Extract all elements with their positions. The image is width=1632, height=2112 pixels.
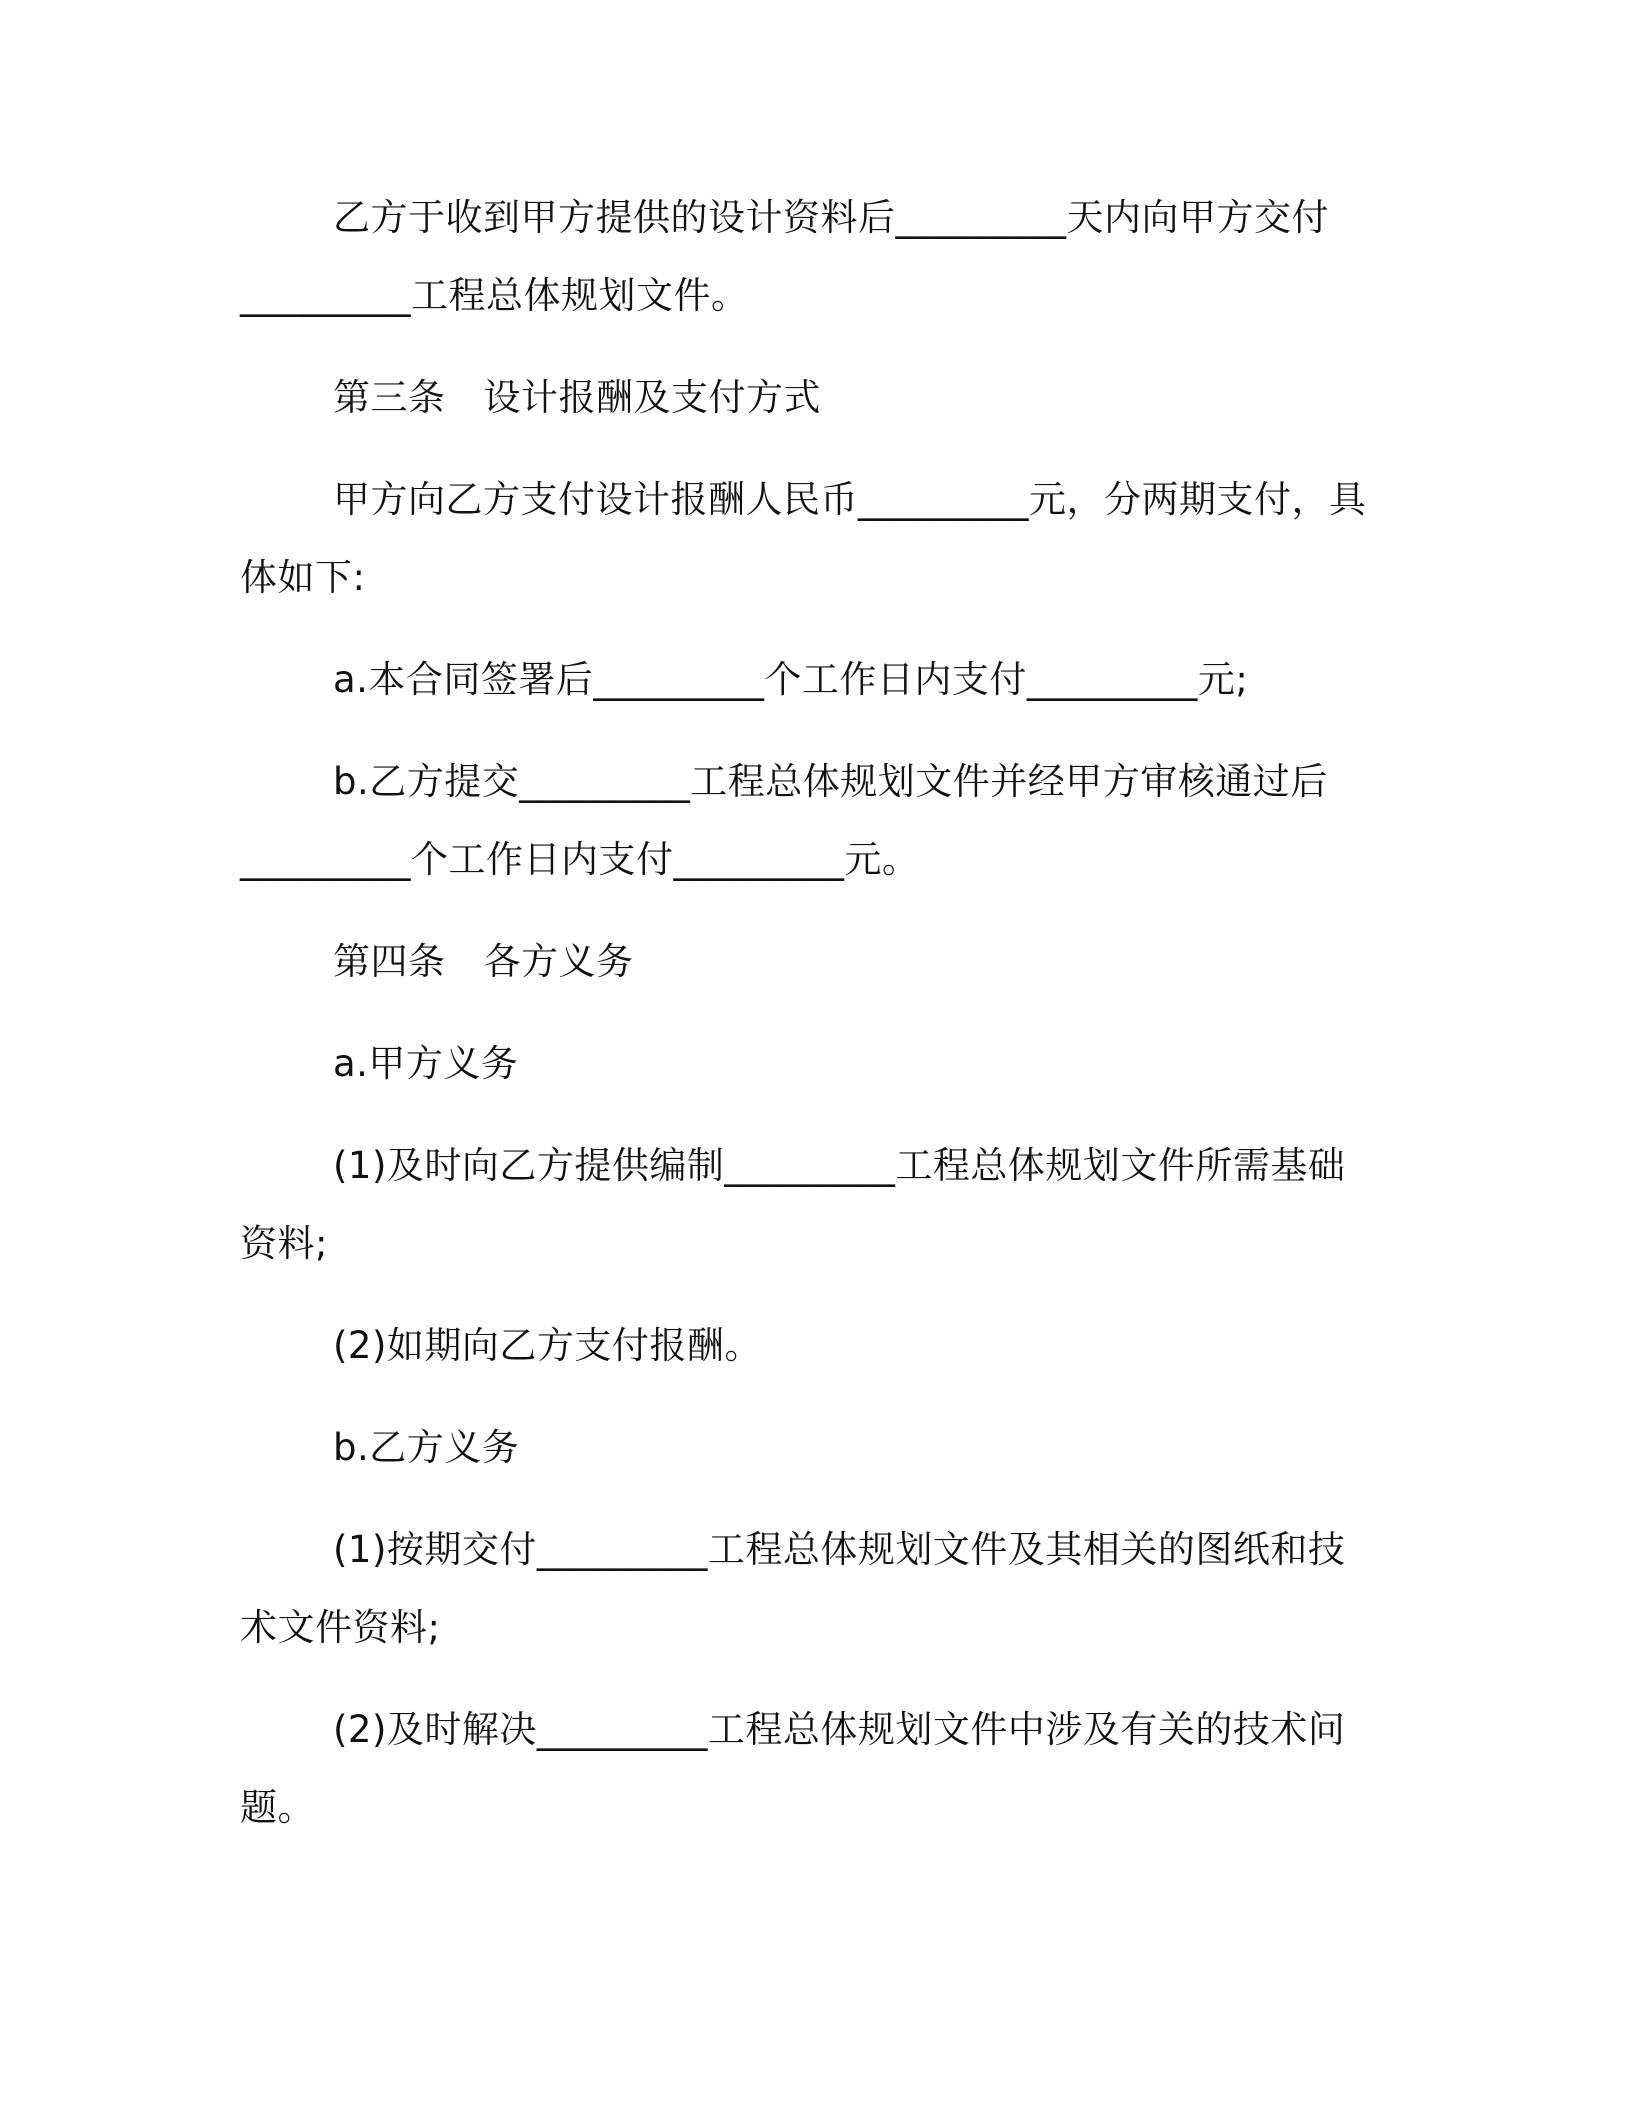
paragraph-delivery-line-2: _________工程总体规划文件。 <box>240 274 749 317</box>
article-3-title: 设计报酬及支付方式 <box>483 376 821 419</box>
party-b-obligation-1-line-2: 术文件资料; <box>240 1606 441 1649</box>
party-a-obligation-1-line-1: (1)及时向乙方提供编制_________工程总体规划文件所需基础 <box>333 1144 1346 1187</box>
article-3-heading <box>333 376 821 420</box>
party-b-obligation-2-line-2: 题。 <box>240 1786 315 1829</box>
article-4-heading <box>333 940 634 984</box>
article-3-number: 第三条 <box>333 376 446 419</box>
article-4-number: 第四条 <box>333 940 446 983</box>
payment-item-b-line-2: _________个工作日内支付_________元。 <box>240 838 920 881</box>
paragraph-payment-line-2: 体如下: <box>240 556 366 599</box>
party-a-obligation-1-line-2: 资料; <box>240 1222 328 1265</box>
article-4-title: 各方义务 <box>483 940 634 983</box>
payment-item-b-line-1: b.乙方提交_________工程总体规划文件并经甲方审核通过后 <box>333 760 1328 803</box>
party-a-obligation-2: (2)如期向乙方支付报酬。 <box>333 1324 762 1367</box>
payment-item-a: a.本合同签署后_________个工作日内支付_________元; <box>333 658 1249 701</box>
party-b-obligations-heading: b.乙方义务 <box>333 1426 520 1469</box>
paragraph-delivery-line-1: 乙方于收到甲方提供的设计资料后_________天内向甲方交付 <box>333 196 1329 239</box>
party-a-obligations-heading: a.甲方义务 <box>333 1042 519 1085</box>
paragraph-payment-line-1: 甲方向乙方支付设计报酬人民币_________元，分两期支付，具 <box>333 478 1367 521</box>
party-b-obligation-1-line-1: (1)按期交付_________工程总体规划文件及其相关的图纸和技 <box>333 1528 1346 1571</box>
party-b-obligation-2-line-1: (2)及时解决_________工程总体规划文件中涉及有关的技术问 <box>333 1708 1346 1751</box>
